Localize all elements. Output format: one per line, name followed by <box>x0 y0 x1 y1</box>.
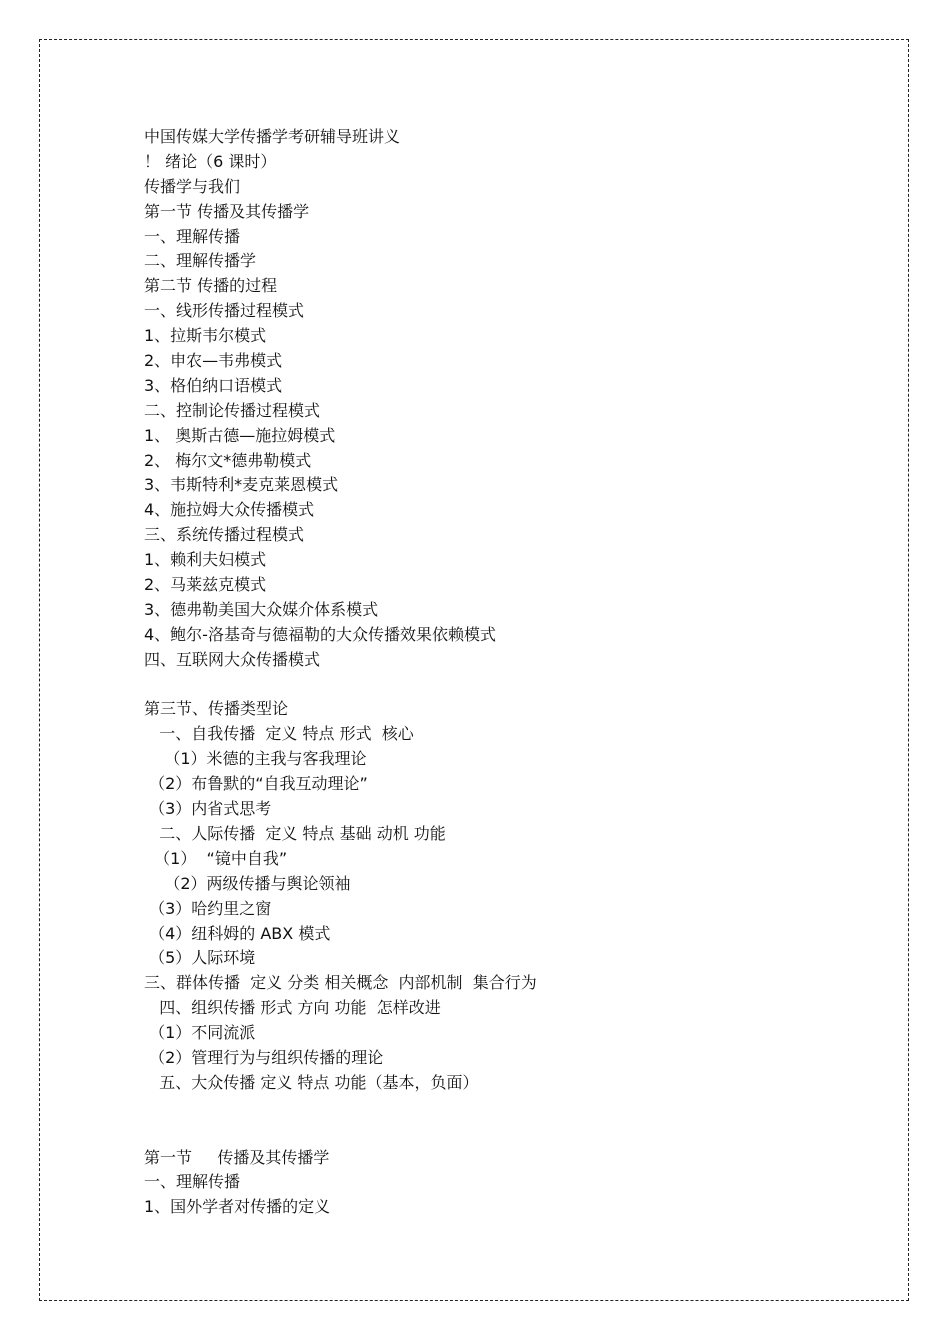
outline-item: （3）哈约里之窗 <box>144 898 272 918</box>
outline-item: （2）两级传播与舆论领袖 <box>144 873 351 893</box>
spacer <box>144 1096 864 1146</box>
outline-item: （3）内省式思考 <box>144 799 272 819</box>
outline-item: 1、国外学者对传播的定义 <box>144 1197 331 1217</box>
outline-item: 三、群体传播 定义 分类 相关概念 内部机制 集合行为 <box>144 973 537 993</box>
section-heading: 第二节 传播的过程 <box>144 276 278 296</box>
outline-item: 3、格伯纳口语模式 <box>144 375 283 395</box>
outline-item: 一、自我传播 定义 特点 形式 核心 <box>144 724 414 744</box>
outline-section-1 <box>144 125 864 673</box>
outline-item: （1）不同流派 <box>144 1023 256 1043</box>
outline-item: 2、马莱兹克模式 <box>144 575 267 595</box>
outline-item: （5）人际环境 <box>144 948 256 968</box>
outline-item: 1、赖利夫妇模式 <box>144 550 267 570</box>
outline-item: 三、系统传播过程模式 <box>144 525 305 545</box>
chapter-heading: ！ 绪论（6 课时） <box>144 151 277 171</box>
outline-section-2 <box>144 697 864 1095</box>
section-heading: 第三节、传播类型论 <box>144 699 289 719</box>
outline-item: 二、理解传播学 <box>144 251 257 271</box>
outline-item: 二、控制论传播过程模式 <box>144 400 321 420</box>
outline-item: 一、线形传播过程模式 <box>144 301 305 321</box>
outline-item: 3、韦斯特利*麦克莱恩模式 <box>144 475 339 495</box>
outline-item: （2）布鲁默的“自我互动理论” <box>144 774 368 794</box>
outline-item: 五、大众传播 定义 特点 功能（基本，负面） <box>144 1072 479 1092</box>
outline-item: 一、理解传播 <box>144 1172 241 1192</box>
outline-item: 一、理解传播 <box>144 226 241 246</box>
outline-item: （2）管理行为与组织传播的理论 <box>144 1047 384 1067</box>
section-heading: 第一节 传播及其传播学 <box>144 1147 330 1167</box>
outline-item: 2、申农—韦弗模式 <box>144 351 283 371</box>
document-body <box>144 125 864 1220</box>
outline-item: 1、拉斯韦尔模式 <box>144 326 267 346</box>
outline-item: （1）米德的主我与客我理论 <box>144 749 367 769</box>
outline-item: 四、互联网大众传播模式 <box>144 649 321 669</box>
outline-item: 二、人际传播 定义 特点 基础 动机 功能 <box>144 823 446 843</box>
document-title: 中国传媒大学传播学考研辅导班讲义 <box>144 127 401 146</box>
outline-item: 4、施拉姆大众传播模式 <box>144 500 315 520</box>
spacer <box>144 673 864 698</box>
outline-item: 4、鲍尔-洛基奇与德福勒的大众传播效果依赖模式 <box>144 624 496 644</box>
outline-item: （4）纽科姆的 ABX 模式 <box>144 923 331 943</box>
outline-section-3 <box>144 1146 864 1221</box>
chapter-subtitle: 传播学与我们 <box>144 176 241 196</box>
outline-item: 1、 奥斯古德—施拉姆模式 <box>144 425 336 445</box>
outline-item: 四、组织传播 形式 方向 功能 怎样改进 <box>144 998 441 1018</box>
outline-item: 3、德弗勒美国大众媒介体系模式 <box>144 599 379 619</box>
outline-item: 2、 梅尔文*德弗勒模式 <box>144 450 312 470</box>
section-heading: 第一节 传播及其传播学 <box>144 201 310 221</box>
outline-item: （1） “镜中自我” <box>144 848 288 868</box>
